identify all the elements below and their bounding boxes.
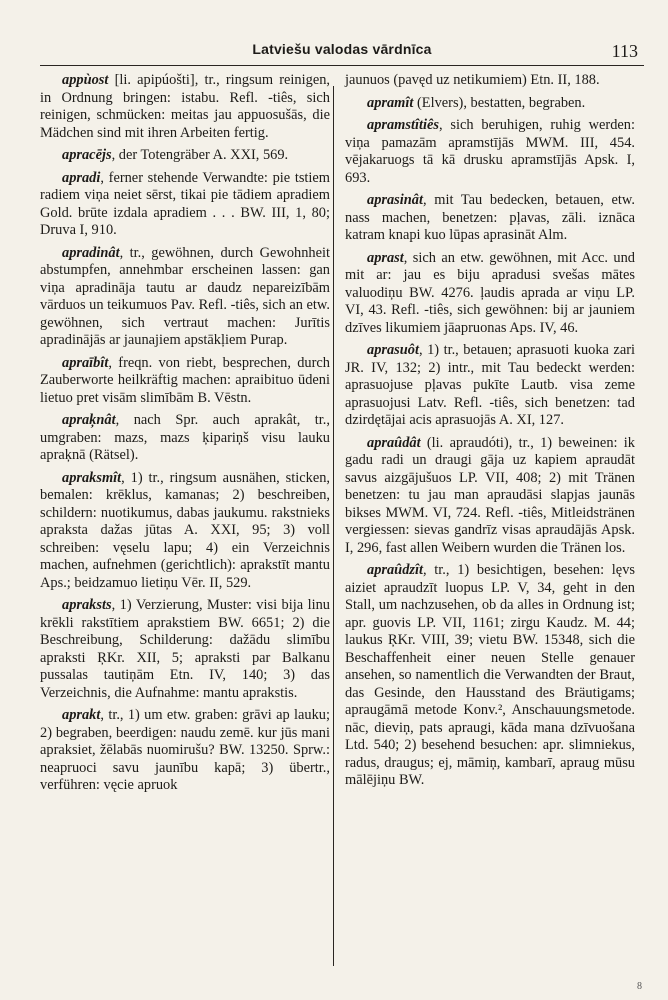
entry-definition: , ferner stehende Verwandte: pie tstiem radiem viņa neiet sērst, tikai pie tādiem apradiem Gold. brūte izdala apradiem . . . BW. III, 1, 80; Druva I, 910. — [40, 169, 330, 238]
entry-definition: (li. apraudóti), tr., 1) beweinen: ik gadu radi un draugi gāja uz kapiem apraudāt savus aizgājušuos LP. VII, 408; 2) mit Tränen benetzen: tu jau man apraudāsi slapjas jaunās bikses MWM. VI, 724. Refl. -tiês, Mitleidstränen vergiessen: sievas gandrīz visas apraudājās Apsk. I, 296, fast allen Weibern wurden die Tränen los. — [345, 434, 635, 556]
entry-headword: apracējs — [62, 147, 112, 163]
dictionary-entry — [40, 170, 330, 240]
dictionary-entry — [345, 250, 635, 338]
signature-mark: 8 — [637, 981, 642, 992]
dictionary-entry — [345, 117, 635, 187]
entry-definition: , freqn. von riebt, besprechen, durch Zauberworte heilkräftig machen: apraibituo ūdeni lietuo pret visām slimībām B. Vēstn. — [40, 354, 330, 406]
dictionary-entry — [345, 435, 635, 558]
entry-headword: aprakt — [62, 707, 101, 723]
entry-headword: apraķnât — [62, 412, 116, 428]
entry-headword: appùost — [62, 72, 109, 88]
right-column — [345, 72, 635, 795]
dictionary-entry — [40, 470, 330, 593]
entry-definition: (Elvers), bestatten, begraben. — [413, 94, 586, 111]
running-title: Latviešu valodas vārdnīca — [252, 41, 432, 57]
dictionary-entry — [345, 95, 635, 113]
dictionary-entry — [40, 597, 330, 702]
entry-definition: , sich an etw. gewöhnen, mit Acc. und mit ar: jau es biju apradusi svešas mātes valuodiņu BW. 4276. ļaudis aprada ar viņu LP. VI, 43. Refl. -tiês, sich gewöhnen: bij ar jauniem dzīves likumiem jāapruonas Aps. IV, 46. — [345, 249, 635, 336]
entry-headword: apraībît — [62, 354, 109, 371]
entry-headword: apraksts — [62, 597, 112, 613]
dictionary-entry — [345, 562, 635, 790]
dictionary-entry — [40, 147, 330, 165]
dictionary-entry — [345, 72, 635, 90]
dictionary-entry — [345, 342, 635, 430]
entry-definition: , tr., 1) besichtigen, besehen: lęvs aiziet apraudzīt luopus LP. V, 34, geht in den Stall, um nachzusehen, ob da alles in Ordnung ist; apr. guovis LP. VII, 1161; zirgu Kaudz. M. 44; laukus ŖKr. VIII, 39; vietu BW. 15348, sich die Beschaffenheit einer neuen Stelle genauer ansehen, so namentlich die Verwandten der Braut, das Gesinde, den Hausstand des Bräutigams; apraugāmā metode Konv.², Anschauungsmetode. nāc, dieviņ, pats apraugi, kāda mana dzīvuošana Ltd. 540; 2) besehend besuchen: apr. slimniekus, radus, draugus; ej, māmiņ, kambarī, apraug mūsu mālējiņu BW. — [345, 562, 635, 788]
dictionary-entry — [40, 355, 330, 408]
entry-definition: , nach Spr. auch aprakât, tr., umgraben: mazs, mazs ķipariņš visu lauku apraķnā (Rätsel). — [40, 412, 330, 463]
dictionary-entry — [40, 707, 330, 795]
entry-definition: jaunuos (pavęd uz netikumiem) Etn. II, 188. — [345, 72, 600, 88]
dictionary-entry — [40, 72, 330, 142]
entry-definition: , der Totengräber A. XXI, 569. — [111, 147, 289, 163]
entry-definition: , mit Tau bedecken, betauen, etw. nass machen, benetzen: pļavas, zāli. iznāca katram knapi kuo lūpas aprasināt Alm. — [345, 192, 635, 243]
page-number: 113 — [611, 41, 638, 61]
entry-headword: aprast — [367, 249, 404, 266]
entry-headword: apramît — [367, 94, 414, 111]
entry-headword: apradinât — [62, 244, 120, 261]
entry-headword: apraûdzît — [367, 562, 423, 578]
entry-definition: [li. apipúošti], tr., ringsum reinigen, in Ordnung bringen: istabu. Refl. -tiês, sich reinigen, schmücken: meitas jau appuosušās, die Mädchen sind mit ihren Arbeiten fertig. — [40, 72, 330, 141]
dictionary-entry — [40, 412, 330, 465]
header-rule — [40, 65, 644, 66]
left-column — [40, 72, 330, 800]
dictionary-entry — [40, 245, 330, 350]
entry-definition: , 1) tr., ringsum ausnähen, sticken, bemalen: krēklus, kamanas; 2) beschreiben, schildern: nuotikumus, dabas jaukumu. rakstnieks apraksta dažas jūtas A. XXI, 95; 3) voll schreiben: vęselu lapu; 4) ein Verzeichnis machen, aufnehmen (gerichtlich): aprakstīt mantu Aps.; beidzamuo lietiņu Vēr. II, 529. — [40, 469, 330, 591]
entry-headword: apraksтît — [62, 469, 122, 486]
entry-headword: apraûdât — [367, 434, 421, 451]
column-divider — [333, 86, 334, 966]
dictionary-entry — [345, 192, 635, 245]
entry-definition: , sich beruhigen, ruhig werden: viņa pamazām apramstījās MWM. III, 454. vējakaruogs tā kā drusku apramstījās Apsk. I, 693. — [345, 117, 635, 186]
entry-definition: , tr., 1) um etw. graben: grāvi ap lauku; 2) begraben, beerdigen: naudu zemē. kur jūs mani apraksiet, žēlabās nuomirušu? BW. 13250. Sprw.: neapruoci savu jaunību kapā; 3) übertr., verführen: vęcie apruok — [40, 707, 330, 793]
entry-headword: apramstîtiês — [367, 117, 439, 133]
entry-definition: , 1) tr., betauen; aprasuoti kuoka zari JR. IV, 132; 2) intr., mit Tau bedeckt werden: aprasuojuse pļavas pukīte Lautb. visa zeme aprasuojusi Latv. Refl. -tiês, sich benetzen: tad dzirdętājai acis aprasuojās A. XI, 127. — [345, 342, 635, 428]
entry-headword: apradi — [62, 169, 101, 186]
entry-definition: , tr., gewöhnen, durch Gewohnheit abstumpfen, annehmbar erscheinen lassen: gan viņa apradināja tautu ar daudz nepareizībām vārduos un teikumuos Pav. Refl. -tiês, sich an etw. gewöhnen, sich vertraut machen: Jurītis apradinājās ar jaunajiem apstākļiem Purap. — [40, 244, 330, 348]
entry-headword: aprasuôt — [367, 342, 419, 358]
entry-headword: aprasinât — [367, 192, 423, 208]
entry-definition: , 1) Verzierung, Muster: visi bija linu krēkli rakstītiem aprakstiem BW. 6651; 2) die Beschreibung, Schilderung: dažādu slimību apraksti ŖKr. XII, 5; apraksti par Balkanu pussalas tautiņām Etn. IV, 140; 3) das Verzeichnis, die Aufnahme: mantu aprakstis. — [40, 597, 330, 701]
page-header — [40, 22, 644, 61]
